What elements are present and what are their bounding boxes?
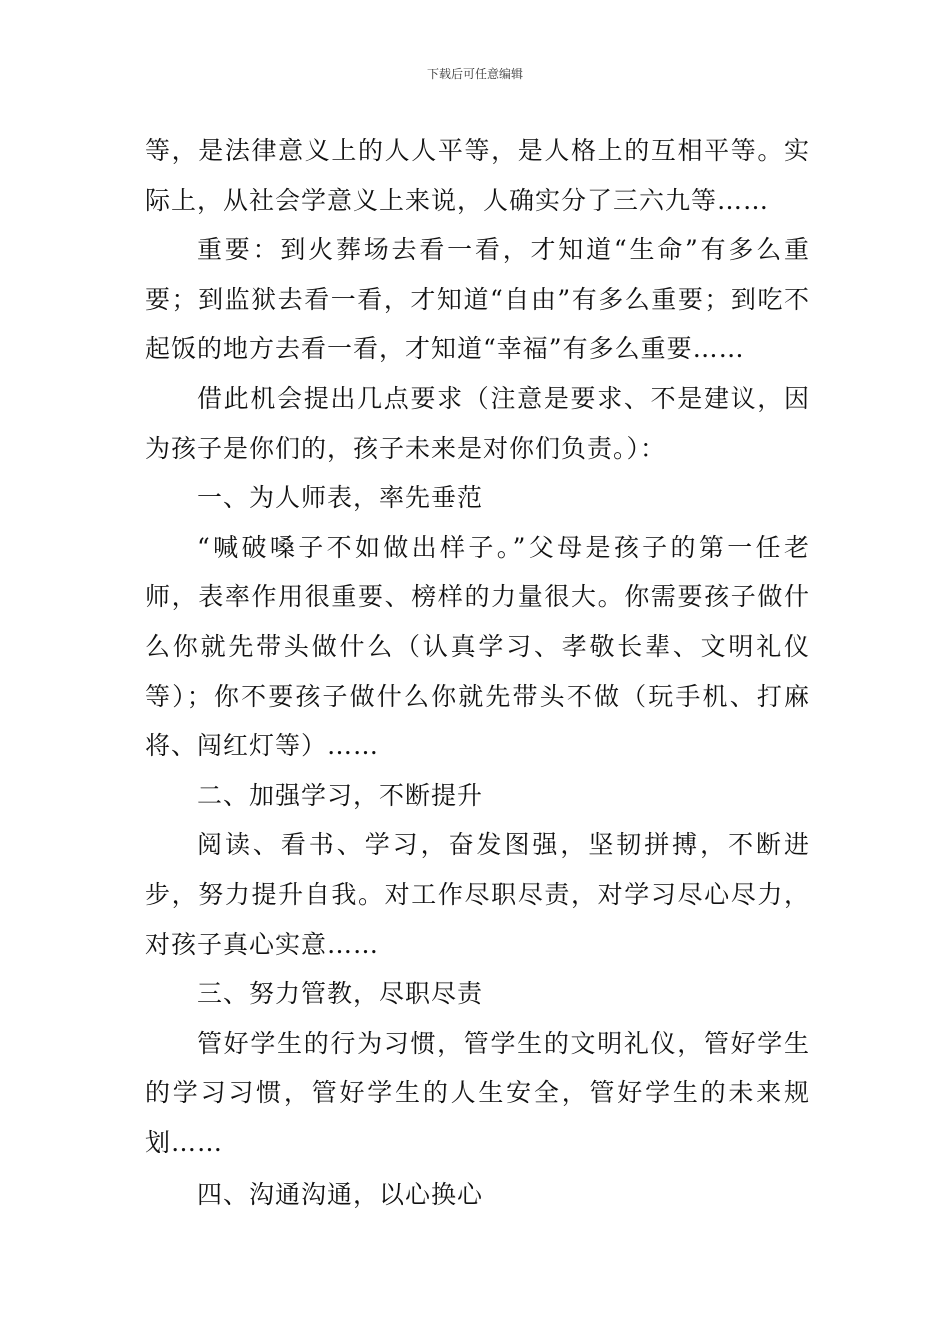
paragraph-section-2: 阅读、看书、学习，奋发图强，坚韧拼搏，不断进步，努力提升自我。对工作尽职尽责，对学习尽心尽力，对孩子真心实意…… — [145, 830, 810, 959]
document-body — [145, 126, 810, 1220]
section-heading-2: 二、加强学习，不断提升 — [197, 780, 484, 810]
paragraph-importance: 重要：到火葬场去看一看，才知道“生命”有多么重要；到监狱去看一看，才知道“自由”有多么重要；到吃不起饭的地方去看一看，才知道“幸福”有多么重要…… — [145, 235, 810, 364]
page-header-note: 下载后可任意编辑 — [426, 67, 523, 81]
section-heading-4: 四、沟通沟通，以心换心 — [197, 1180, 484, 1210]
paragraph-continuation: 等，是法律意义上的人人平等，是人格上的互相平等。实际上，从社会学意义上来说，人确实分了三六九等…… — [145, 136, 810, 215]
paragraph-section-1: “喊破嗓子不如做出样子。”父母是孩子的第一任老师，表率作用很重要、榜样的力量很大。你需要孩子做什么你就先带头做什么（认真学习、孝敬长辈、文明礼仪等）；你不要孩子做什么你就先带头不做（玩手机、打麻将、闯红灯等）…… — [145, 532, 810, 761]
section-heading-1: 一、为人师表，率先垂范 — [197, 483, 484, 513]
paragraph-requirements-intro: 借此机会提出几点要求（注意是要求、不是建议，因为孩子是你们的，孩子未来是对你们负责。）： — [145, 383, 810, 463]
paragraph-section-3: 管好学生的行为习惯，管学生的文明礼仪，管好学生的学习习惯，管好学生的人生安全，管好学生的未来规划…… — [145, 1028, 810, 1157]
section-heading-3: 三、努力管教，尽职尽责 — [197, 979, 484, 1009]
